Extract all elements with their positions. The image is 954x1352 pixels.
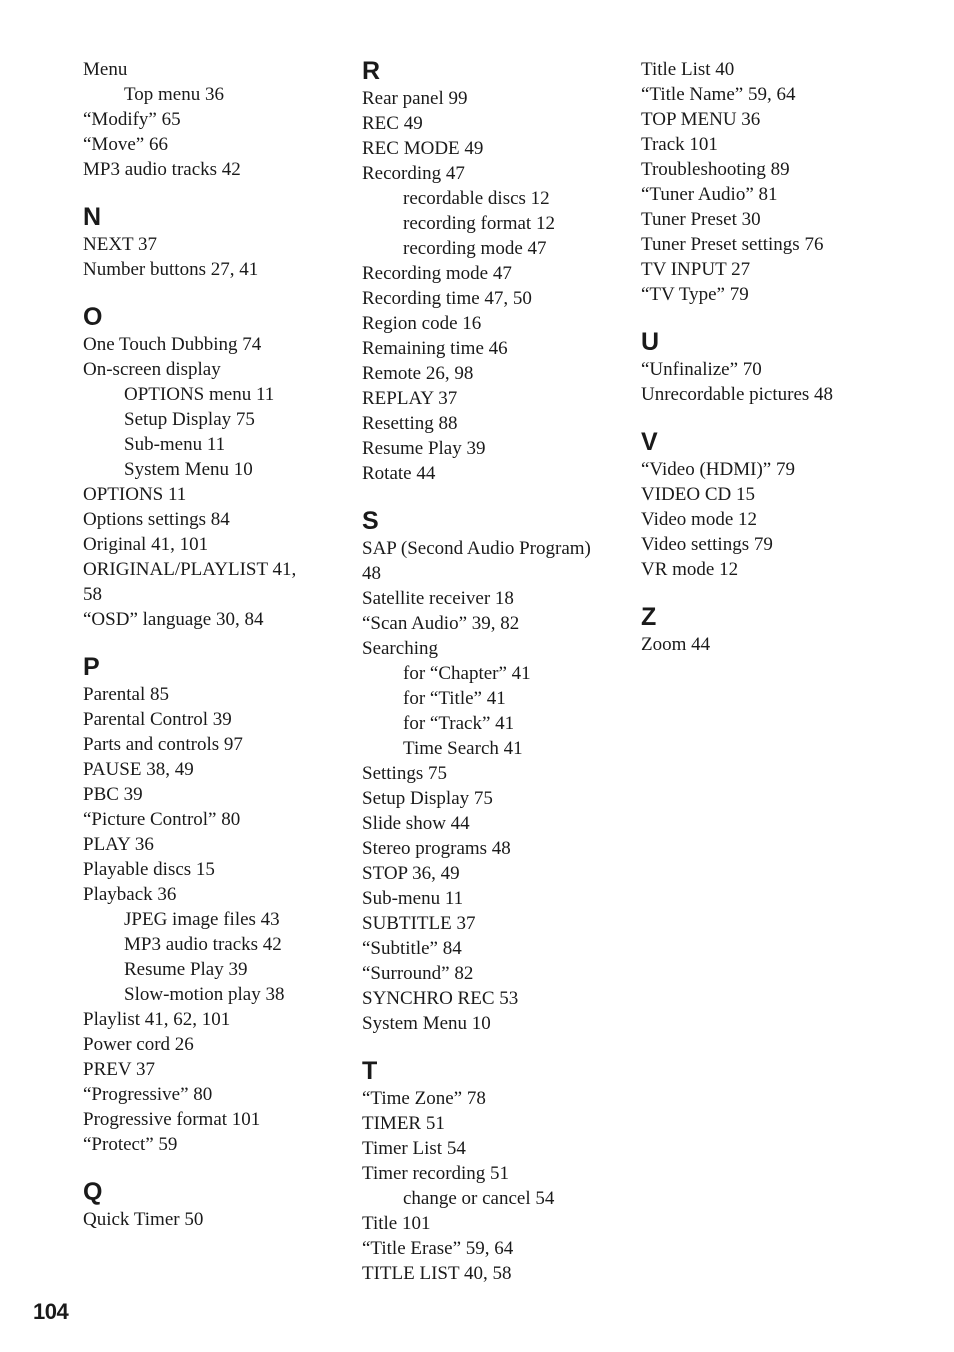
- index-entry: Recording mode 47: [362, 263, 512, 284]
- index-entry: Power cord 26: [83, 1034, 194, 1055]
- index-entry: On-screen display: [83, 359, 221, 380]
- index-entry: OPTIONS 11: [83, 484, 187, 505]
- index-entry: Satellite receiver 18: [362, 588, 514, 609]
- section-letter: R: [362, 57, 381, 85]
- index-entry: VIDEO CD 15: [641, 484, 755, 505]
- index-subentry: change or cancel 54: [403, 1188, 555, 1209]
- index-entry: Title List 40: [641, 59, 735, 80]
- index-entry: Slide show 44: [362, 813, 470, 834]
- index-column-1: [83, 57, 333, 1232]
- index-entry: Timer recording 51: [362, 1163, 510, 1184]
- index-entry: Remote 26, 98: [362, 363, 474, 384]
- index-entry: Zoom 44: [641, 634, 711, 655]
- index-entry: Tuner Preset settings 76: [641, 234, 824, 255]
- index-entry: MP3 audio tracks 42: [83, 159, 241, 180]
- index-entry: “Tuner Audio” 81: [641, 184, 778, 205]
- index-entry: SYNCHRO REC 53: [362, 988, 519, 1009]
- index-entry: Original 41, 101: [83, 534, 209, 555]
- index-entry: Parental 85: [83, 684, 170, 705]
- index-subentry: Setup Display 75: [124, 409, 255, 430]
- index-entry: “Protect” 59: [83, 1134, 178, 1155]
- index-entry: SUBTITLE 37: [362, 913, 476, 934]
- index-entry: Sub-menu 11: [362, 888, 464, 909]
- index-entry: SAP (Second Audio Program): [362, 538, 591, 559]
- index-entry: “Progressive” 80: [83, 1084, 213, 1105]
- index-entry: REC 49: [362, 113, 423, 134]
- index-entry: “Surround” 82: [362, 963, 474, 984]
- index-entry: Playlist 41, 62, 101: [83, 1009, 231, 1030]
- index-entry: VR mode 12: [641, 559, 739, 580]
- index-column-3: [641, 57, 881, 657]
- index-subentry: MP3 audio tracks 42: [124, 934, 282, 955]
- index-subentry: OPTIONS menu 11: [124, 384, 275, 405]
- index-entry: Number buttons 27, 41: [83, 259, 259, 280]
- index-subentry: for “Title” 41: [403, 688, 506, 709]
- index-entry: Setup Display 75: [362, 788, 493, 809]
- index-entry: Playable discs 15: [83, 859, 215, 880]
- index-entry: “Title Name” 59, 64: [641, 84, 796, 105]
- index-entry: Recording 47: [362, 163, 465, 184]
- section-letter: Q: [83, 1178, 103, 1206]
- index-entry: STOP 36, 49: [362, 863, 460, 884]
- index-entry: “Move” 66: [83, 134, 168, 155]
- index-entry: Playback 36: [83, 884, 177, 905]
- index-entry: Rear panel 99: [362, 88, 468, 109]
- section-letter: P: [83, 653, 100, 681]
- index-subentry: for “Track” 41: [403, 713, 515, 734]
- section-letter: N: [83, 203, 102, 231]
- index-entry: “Modify” 65: [83, 109, 181, 130]
- index-entry: Video mode 12: [641, 509, 758, 530]
- index-subentry: recording mode 47: [403, 238, 547, 259]
- index-entry: “Unfinalize” 70: [641, 359, 762, 380]
- index-entry: Recording time 47, 50: [362, 288, 532, 309]
- index-entry: Rotate 44: [362, 463, 436, 484]
- section-letter: T: [362, 1057, 378, 1085]
- index-entry: Title 101: [362, 1213, 431, 1234]
- index-entry: PREV 37: [83, 1059, 155, 1080]
- index-entry: TIMER 51: [362, 1113, 445, 1134]
- index-entry: REC MODE 49: [362, 138, 484, 159]
- section-letter: V: [641, 428, 658, 456]
- index-entry: “Time Zone” 78: [362, 1088, 486, 1109]
- index-entry: Region code 16: [362, 313, 482, 334]
- index-entry: NEXT 37: [83, 234, 158, 255]
- index-entry: “Video (HDMI)” 79: [641, 459, 795, 480]
- index-entry: Track 101: [641, 134, 718, 155]
- section-letter: U: [641, 328, 660, 356]
- index-entry: ORIGINAL/PLAYLIST 41,: [83, 559, 297, 580]
- index-subentry: Top menu 36: [124, 84, 224, 105]
- index-subentry: JPEG image files 43: [124, 909, 280, 930]
- index-entry: TITLE LIST 40, 58: [362, 1263, 512, 1284]
- index-entry: Options settings 84: [83, 509, 230, 530]
- index-entry: Stereo programs 48: [362, 838, 511, 859]
- index-subentry: recording format 12: [403, 213, 555, 234]
- index-entry: Searching: [362, 638, 438, 659]
- index-entry: Tuner Preset 30: [641, 209, 761, 230]
- index-entry: TOP MENU 36: [641, 109, 761, 130]
- index-subentry: Time Search 41: [403, 738, 523, 759]
- index-entry: Settings 75: [362, 763, 447, 784]
- index-entry: System Menu 10: [362, 1013, 491, 1034]
- index-entry: 48: [362, 563, 381, 584]
- section-letter: S: [362, 507, 379, 535]
- index-entry: Timer List 54: [362, 1138, 466, 1159]
- section-letter: O: [83, 303, 103, 331]
- index-entry: “OSD” language 30, 84: [83, 609, 264, 630]
- index-entry: Remaining time 46: [362, 338, 508, 359]
- index-entry: One Touch Dubbing 74: [83, 334, 262, 355]
- index-entry: Resetting 88: [362, 413, 458, 434]
- index-entry: Quick Timer 50: [83, 1209, 204, 1230]
- index-entry: “Title Erase” 59, 64: [362, 1238, 514, 1259]
- index-entry: Menu: [83, 59, 128, 80]
- index-subentry: System Menu 10: [124, 459, 253, 480]
- index-entry: Resume Play 39: [362, 438, 486, 459]
- index-subentry: for “Chapter” 41: [403, 663, 531, 684]
- index-entry: PBC 39: [83, 784, 143, 805]
- index-entry: REPLAY 37: [362, 388, 458, 409]
- index-entry: “Picture Control” 80: [83, 809, 241, 830]
- index-entry: “Scan Audio” 39, 82: [362, 613, 520, 634]
- index-entry: “TV Type” 79: [641, 284, 749, 305]
- index-entry: Troubleshooting 89: [641, 159, 790, 180]
- index-entry: Parts and controls 97: [83, 734, 243, 755]
- index-subentry: Resume Play 39: [124, 959, 248, 980]
- index-entry: PAUSE 38, 49: [83, 759, 194, 780]
- index-subentry: Slow-motion play 38: [124, 984, 285, 1005]
- index-subentry: Sub-menu 11: [124, 434, 226, 455]
- index-subentry: recordable discs 12: [403, 188, 550, 209]
- index-entry: TV INPUT 27: [641, 259, 751, 280]
- index-entry: Parental Control 39: [83, 709, 232, 730]
- index-entry: “Subtitle” 84: [362, 938, 462, 959]
- index-entry: Progressive format 101: [83, 1109, 261, 1130]
- page-number: 104: [33, 1299, 69, 1324]
- index-entry: Video settings 79: [641, 534, 773, 555]
- index-entry: Unrecordable pictures 48: [641, 384, 834, 405]
- section-letter: Z: [641, 603, 657, 631]
- index-column-2: [362, 57, 622, 1286]
- index-entry: 58: [83, 584, 102, 605]
- index-entry: PLAY 36: [83, 834, 154, 855]
